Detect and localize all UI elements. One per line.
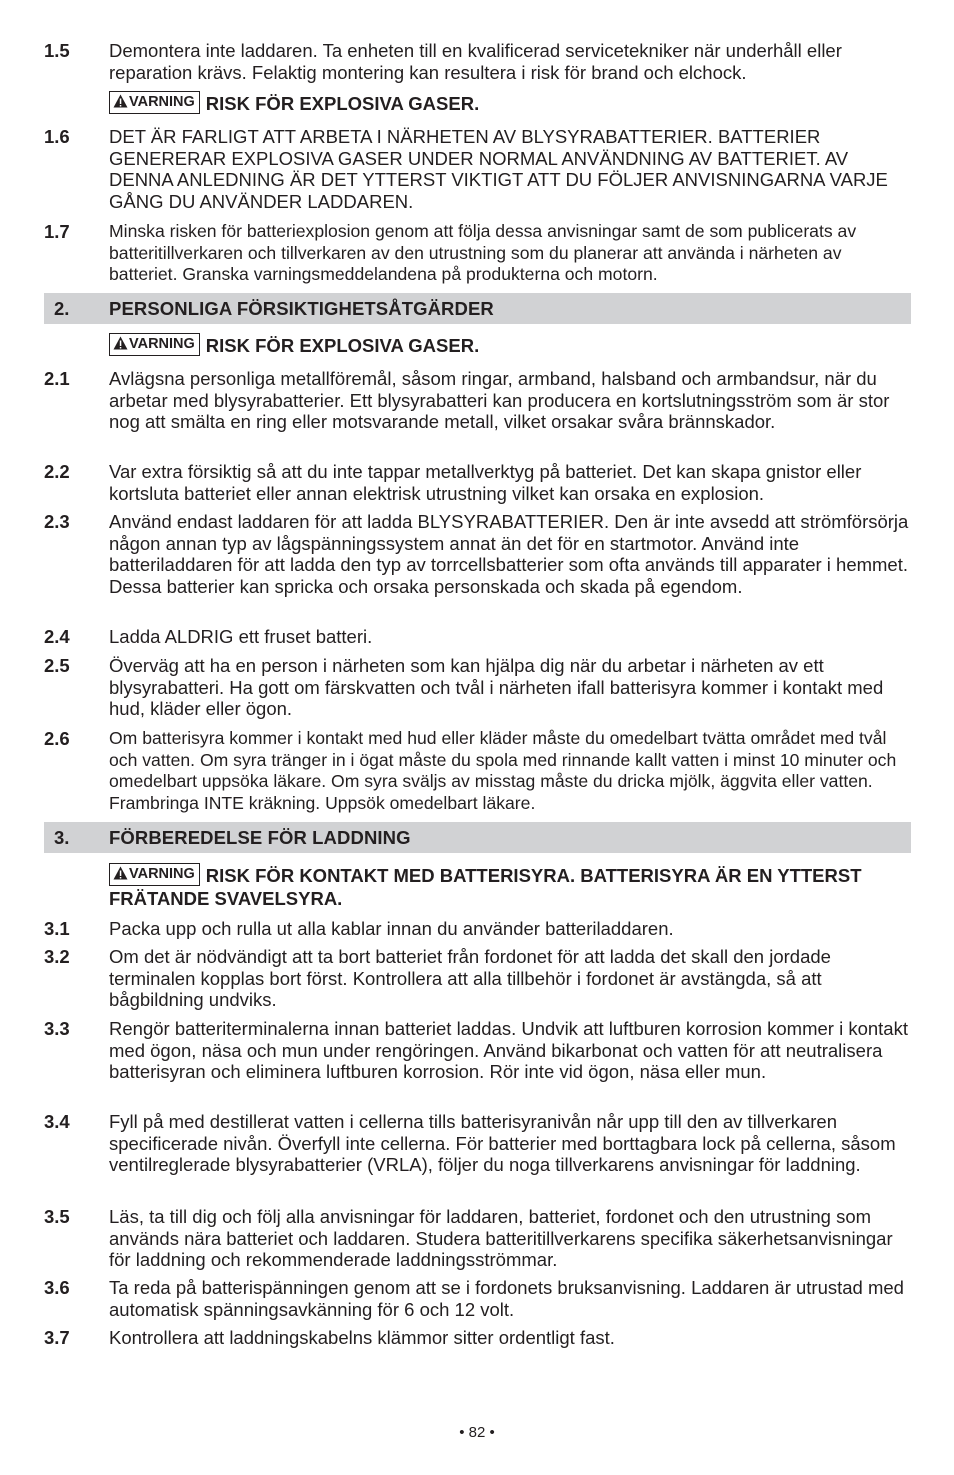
list-item	[44, 461, 914, 504]
list-item	[44, 368, 914, 433]
warning-notice	[109, 335, 909, 358]
warning-badge: VARNING	[109, 333, 200, 356]
list-item	[44, 221, 914, 286]
warning-notice	[109, 93, 909, 116]
item-text: Packa upp och rulla ut alla kablar innan du använder batteriladdaren.	[109, 918, 674, 939]
item-number: 3.5	[44, 1206, 70, 1227]
item-number: 3.1	[44, 918, 70, 939]
warning-notice	[109, 865, 909, 910]
warning-badge: VARNING	[109, 863, 200, 886]
item-text: Om batterisyra kommer i kontakt med hud eller kläder måste du omedelbart tvätta området med tvål och vatten. Om syra tränger in i ögat måste du spola med rinnande kallt vatten i minst 10 minuter och omedelbart uppsöka läkare. Om syra sväljs av misstag måste du dricka mjölk, äggvita eller vatten. Frambringa INTE kräkning. Uppsök omedelbart läkare.	[109, 728, 897, 813]
item-number: 3.3	[44, 1018, 70, 1039]
item-number: 1.5	[44, 40, 70, 61]
list-item	[44, 728, 914, 814]
section-header	[44, 822, 911, 853]
item-text: Läs, ta till dig och följ alla anvisningar för laddaren, batteriet, fordonet och den utrustning som används nära batteriet och laddaren. Studera batteritillverkarens specifika säkerhetsanvisningar för laddning och rekommenderade laddningsströmmar.	[109, 1206, 893, 1270]
item-number: 2.4	[44, 626, 70, 647]
item-text: Demontera inte laddaren. Ta enheten till en kvalificerad servicetekniker när underhåll eller reparation krävs. Felaktig montering kan resultera i risk för brand och elchock.	[109, 40, 842, 83]
section-number: 3.	[54, 827, 70, 848]
item-text: Minska risken för batteriexplosion genom att följa dessa anvisningar samt de som publicerats av batteritillverkaren och tillverkaren av den utrustning som du planerar att använda i närheten av batteriet. Granska varningsmeddelandena på produkterna och motorn.	[109, 221, 857, 284]
page-number: • 82 •	[459, 1424, 495, 1441]
item-number: 3.6	[44, 1277, 70, 1298]
warning-triangle-icon	[113, 94, 128, 108]
warning-badge: VARNING	[109, 91, 200, 114]
list-item	[44, 626, 914, 648]
item-text: Fyll på med destillerat vatten i cellerna tills batterisyranivån når upp till den av tillverkaren specificerade nivån. Överfyll inte cellerna. För batterier med borttagbara lock på cellerna, såsom ventilreglerade blysyrabatterier (VRLA), följer du noga tillverkarens anvisningar för laddning.	[109, 1111, 896, 1175]
warning-text: RISK FÖR EXPLOSIVA GASER.	[205, 335, 480, 356]
list-item	[44, 126, 914, 212]
item-number: 2.5	[44, 655, 70, 676]
item-number: 2.6	[44, 728, 70, 749]
list-item	[44, 918, 914, 940]
list-item	[44, 1018, 914, 1083]
warning-triangle-icon	[113, 336, 128, 350]
item-number: 2.2	[44, 461, 70, 482]
warning-text: RISK FÖR EXPLOSIVA GASER.	[205, 93, 480, 114]
item-number: 1.6	[44, 126, 70, 147]
item-number: 3.7	[44, 1327, 70, 1348]
item-number: 2.3	[44, 511, 70, 532]
item-number: 3.4	[44, 1111, 70, 1132]
list-item	[44, 1206, 914, 1271]
list-item	[44, 1277, 914, 1320]
list-item	[44, 511, 914, 597]
item-text: Avlägsna personliga metallföremål, såsom ringar, armband, halsband och armbandsur, när du arbetar med blysyrabatterier. Ett blysyrabatteri kan producera en kortslutningsström som är stor nog att smälta en ring eller motsvarande metall, vilket orsakar svåra brännskador.	[109, 368, 890, 432]
section-number: 2.	[54, 298, 70, 319]
list-item	[44, 946, 914, 1011]
section-title: PERSONLIGA FÖRSIKTIGHETSÅTGÄRDER	[109, 298, 494, 319]
item-number: 3.2	[44, 946, 70, 967]
item-number: 2.1	[44, 368, 70, 389]
section-header	[44, 293, 911, 324]
item-text: Ta reda på batterispänningen genom att se i fordonets bruksanvisning. Laddaren är utrustad med automatisk spänningsavkänning för 6 och 12 volt.	[109, 1277, 904, 1320]
item-text: Kontrollera att laddningskabelns klämmor sitter ordentligt fast.	[109, 1327, 615, 1348]
list-item	[44, 40, 914, 83]
item-text: Rengör batteriterminalerna innan batteriet laddas. Undvik att luftburen korrosion kommer i kontakt med ögon, näsa och mun under rengöringen. Använd bikarbonat och vatten för att neutralisera batterisyran och eliminera luftburen korrosion. Rör inte vid ögon, näsa eller mun.	[109, 1018, 908, 1082]
item-number: 1.7	[44, 221, 70, 242]
item-text: Om det är nödvändigt att ta bort batteriet från fordonet för att ladda det skall den jordade terminalen kopplas bort först. Kontrollera att alla tillbehör i fordonet är avstängda, så att bågbildning undviks.	[109, 946, 831, 1010]
warning-text: RISK FÖR KONTAKT MED BATTERISYRA. BATTERISYRA ÄR EN YTTERST FRÄTANDE SVAVELSYRA.	[109, 865, 862, 909]
item-text: DET ÄR FARLIGT ATT ARBETA I NÄRHETEN AV BLYSYRABATTERIER. BATTERIER GENERERAR EXPLOSIVA GASER UNDER NORMAL ANVÄNDNING AV BATTERIET. AV DENNA ANLEDNING ÄR DET YTTERST VIKTIGT ATT DU FÖLJER ANVISNINGARNA VARJE GÅNG DU ANVÄNDER LADDAREN.	[109, 126, 888, 212]
list-item	[44, 1327, 914, 1349]
item-text: Ladda ALDRIG ett fruset batteri.	[109, 626, 373, 647]
list-item	[44, 655, 914, 720]
item-text: Använd endast laddaren för att ladda BLYSYRABATTERIER. Den är inte avsedd att strömförsörja någon annan typ av lågspänningssystem annat än det för en startmotor. Använd inte batteriladdaren för att ladda den typ av torrcellsbatterier som ofta används till apparater i hemmet. Dessa batterier kan spricka och orsaka personskada och skada på egendom.	[109, 511, 909, 597]
section-title: FÖRBEREDELSE FÖR LADDNING	[109, 827, 411, 848]
item-text: Överväg att ha en person i närheten som kan hjälpa dig när du arbetar i närheten av ett blysyrabatteri. Ha gott om färskvatten och tvål i närheten ifall batterisyra kommer i kontakt med hud, kläder eller ögon.	[109, 655, 884, 719]
warning-triangle-icon	[113, 866, 128, 880]
list-item	[44, 1111, 914, 1176]
item-text: Var extra försiktig så att du inte tappar metallverktyg på batteriet. Det kan skapa gnistor eller kortsluta batteriet eller annan elektrisk utrustning vilket kan orsaka en explosion.	[109, 461, 862, 504]
